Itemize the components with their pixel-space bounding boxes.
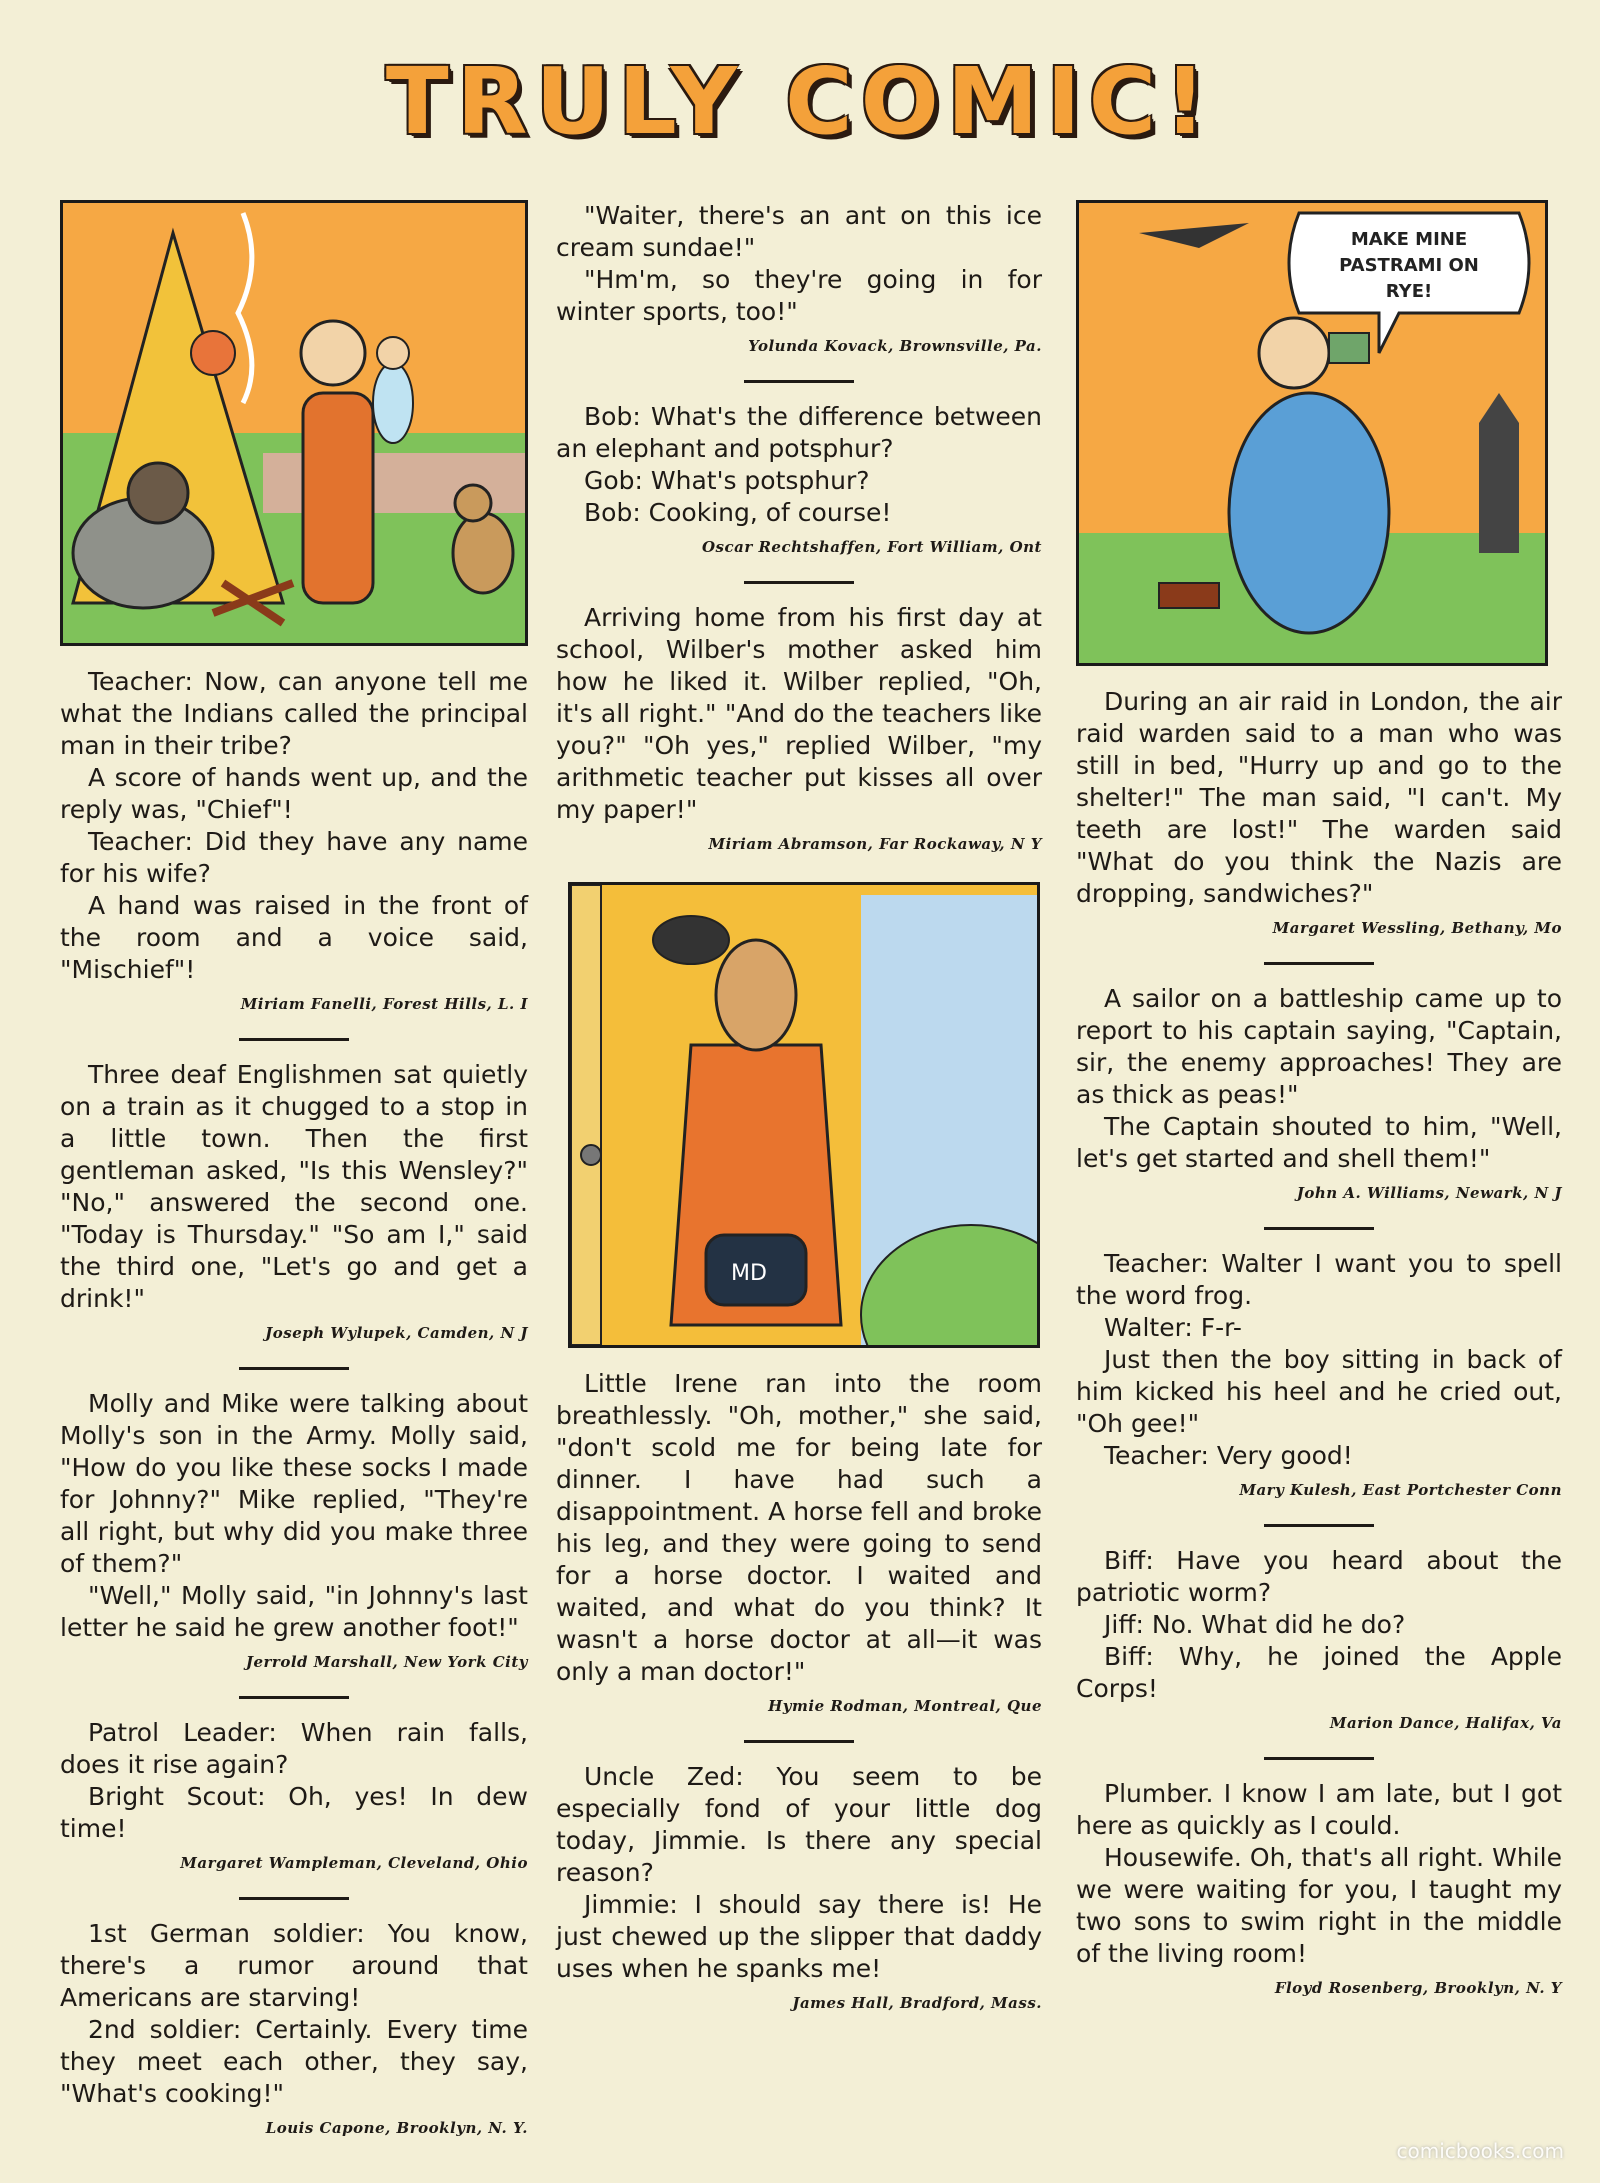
divider [239,1038,349,1041]
joke-line: Gob: What's potsphur? [584,466,870,495]
joke-credit: Miriam Fanelli, Forest Hills, L. I [240,995,528,1013]
joke-9-irene [556,1368,1042,1722]
joke-credit: Marion Dance, Halifax, Va [1329,1714,1562,1732]
joke-line: Plumber. I know I am late, but I got here as quickly as I could. [1076,1779,1562,1840]
joke-credit: Margaret Wampleman, Cleveland, Ohio [180,1854,528,1872]
joke-credit: Oscar Rechtshaffen, Fort William, Ont [701,538,1042,556]
joke-line: Jiff: No. What did he do? [1104,1610,1406,1639]
joke-line: A hand was raised in the front of the room and a voice said, "Mischief"! [60,891,528,984]
joke-line: Walter: F-r- [1104,1313,1242,1342]
joke-line: Bob: Cooking, of course! [584,498,892,527]
panel-indian-camp-art [63,203,525,643]
speech-line-1: MAKE MINE [1350,229,1468,250]
joke-line: "Waiter, there's an ant on this ice cream sundae!" [556,201,1042,262]
joke-credit: James Hall, Bradford, Mass. [792,1994,1042,2012]
speech-line-3: RYE! [1385,281,1433,302]
joke-11-air-raid [1076,686,1562,944]
panel-indian-camp [60,200,528,646]
joke-line: Teacher: Very good! [1104,1441,1353,1470]
joke-6-ant [556,200,1042,362]
speech-line-2: PASTRAMI ON [1339,255,1479,276]
bag-label: MD [731,1261,767,1286]
joke-12-sailor [1076,983,1562,1209]
joke-10-slipper [556,1761,1042,2019]
joke-credit: Yolunda Kovack, Brownsville, Pa. [748,337,1042,355]
joke-credit: Floyd Rosenberg, Brooklyn, N. Y [1274,1979,1562,1997]
joke-line: Teacher: Walter I want you to spell the word frog. [1076,1249,1562,1310]
joke-credit: Joseph Wylupek, Camden, N J [265,1324,528,1342]
joke-line: Little Irene ran into the room breathlessly. "Oh, mother," she said, "don't scold me for being late for dinner. I have had such a disappointment. A horse fell and broke his leg, and they were going to send for a horse doctor. I waited and waited, and what do you think? It wasn't a horse doctor at all—it was only a man doctor!" [556,1369,1042,1686]
panel-horse-doctor [568,882,1040,1348]
joke-line: Patrol Leader: When rain falls, does it rise again? [60,1718,528,1779]
joke-line: Just then the boy sitting in back of him kicked his heel and he cried out, "Oh gee!" [1076,1345,1562,1438]
divider [1264,1524,1374,1527]
joke-line: Arriving home from his first day at school, Wilber's mother asked him how he liked it. Wilber replied, "Oh, it's all right." "And do the teachers like you?" "Oh yes," replied Wilber, "my arithmetic teacher put kisses all over my paper!" [556,603,1042,824]
joke-14-worm [1076,1545,1562,1739]
joke-credit: John A. Williams, Newark, N J [1296,1184,1562,1202]
divider [1264,1227,1374,1230]
joke-line: Three deaf Englishmen sat quietly on a train as it chugged to a stop in a little town. Then the first gentleman asked, "Is this Wensley?" "No," answered the second one. "Today is Thursday." "So am I," said the third one, "Let's go and get a drink!" [60,1060,528,1313]
joke-line: Jimmie: I should say there is! He just chewed up the slipper that daddy uses when he spanks me! [556,1890,1042,1983]
divider [744,581,854,584]
watermark: comicbooks.com [1396,2139,1564,2163]
divider [239,1367,349,1370]
joke-line: The Captain shouted to him, "Well, let's get started and shell them!" [1076,1112,1562,1173]
divider [1264,962,1374,965]
joke-line: "Well," Molly said, "in Johnny's last letter he said he grew another foot!" [60,1581,528,1642]
joke-credit: Hymie Rodman, Montreal, Que [768,1697,1042,1715]
column-2 [556,200,1042,2019]
joke-credit: Mary Kulesh, East Portchester Conn [1239,1481,1562,1499]
joke-3-socks [60,1388,528,1678]
column-1 [60,200,528,2144]
panel-pastrami-art [1079,203,1545,663]
joke-line: A score of hands went up, and the reply was, "Chief"! [60,763,528,824]
joke-line: Teacher: Did they have any name for his wife? [60,827,528,888]
joke-credit: Margaret Wessling, Bethany, Mo [1272,919,1562,937]
joke-line: Biff: Why, he joined the Apple Corps! [1076,1642,1562,1703]
joke-2-englishmen [60,1059,528,1349]
joke-line: A sailor on a battleship came up to report to his captain saying, "Captain, sir, the enemy approaches! They are as thick as peas!" [1076,984,1562,1109]
column-3 [1076,200,1562,2004]
joke-1-chief [60,666,528,1020]
panel-pastrami [1076,200,1548,666]
joke-line: Molly and Mike were talking about Molly's son in the Army. Molly said, "How do you like these socks I made for Johnny?" Mike replied, "They're all right, but why did you make three of them?" [60,1389,528,1578]
divider [744,380,854,383]
joke-line: Uncle Zed: You seem to be especially fond of your little dog today, Jimmie. Is there any special reason? [556,1762,1042,1887]
page-title: TRULY COMIC! [385,48,1215,155]
panel-horse-doctor-art [571,885,1037,1345]
divider [239,1696,349,1699]
joke-line: 2nd soldier: Certainly. Every time they meet each other, they say, "What's cooking!" [60,2015,528,2108]
joke-line: 1st German soldier: You know, there's a rumor around that Americans are starving! [60,1919,528,2012]
joke-7-potsphur [556,401,1042,563]
joke-line: Bob: What's the difference between an elephant and potsphur? [556,402,1042,463]
joke-4-patrol [60,1717,528,1879]
joke-line: Housewife. Oh, that's all right. While we were waiting for you, I taught my two sons to swim right in the middle of the living room! [1076,1843,1562,1968]
joke-13-frog [1076,1248,1562,1506]
divider [744,1740,854,1743]
divider [1264,1757,1374,1760]
joke-line: "Hm'm, so they're going in for winter sports, too!" [556,265,1042,326]
joke-15-plumber [1076,1778,1562,2004]
joke-credit: Louis Capone, Brooklyn, N. Y. [265,2119,528,2137]
joke-credit: Miriam Abramson, Far Rockaway, N Y [708,835,1042,853]
joke-5-soldier [60,1918,528,2144]
joke-line: Biff: Have you heard about the patriotic worm? [1076,1546,1562,1607]
divider [239,1897,349,1900]
joke-line: During an air raid in London, the air raid warden said to a man who was still in bed, "Hurry up and go to the shelter!" The man said, "I can't. My teeth are lost!" The warden said "What do you think the Nazis are dropping, sandwiches?" [1076,687,1562,908]
joke-line: Teacher: Now, can anyone tell me what the Indians called the principal man in their tribe? [60,667,528,760]
joke-8-wilber [556,602,1042,860]
joke-line: Bright Scout: Oh, yes! In dew time! [60,1782,528,1843]
joke-credit: Jerrold Marshall, New York City [245,1653,528,1671]
